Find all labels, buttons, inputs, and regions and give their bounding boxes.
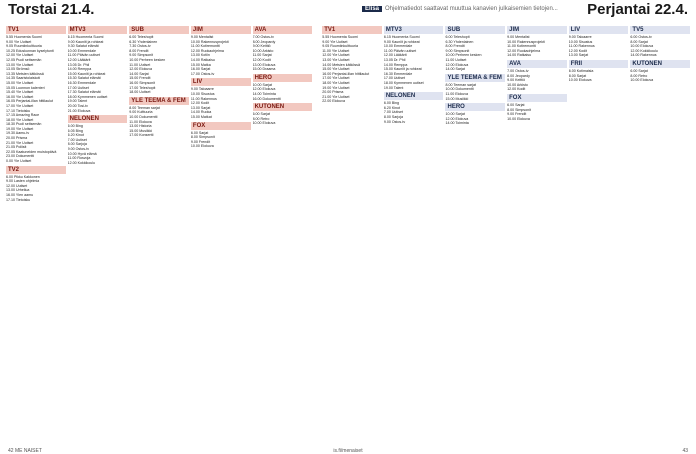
day-title-right: Perjantai 22.4. [587, 1, 688, 18]
program-entry: 0.00 Yle Uutiset [6, 159, 32, 164]
program-entry: 16.00 Dokumentti [252, 96, 281, 101]
program-entry: 11.00 Elokuva [445, 91, 468, 96]
program-entry: 14.00 Remppa [67, 67, 92, 72]
program-entry: 10.00 Elokuva [630, 44, 654, 49]
program-entry: 15.30 Salatut elämät [67, 76, 101, 81]
program-entry: 9.00 Mentalist [507, 35, 530, 39]
program-entry: 17.10 Tietoisku [6, 197, 31, 202]
program-entry: 14.00 Rakennus [630, 53, 657, 58]
program-entry: 6.00 Kotimaisia [568, 68, 594, 73]
program-entry: 13.00 Sarjat [190, 105, 211, 110]
program-entry: 10.00 Perheen kesken [129, 57, 166, 62]
program-entry: 6.20 Kinot [67, 133, 84, 138]
channel-header: AVA [253, 26, 313, 34]
program-entry: 13.35 Metsien kätkössä [6, 71, 44, 76]
program-entry: 8.00 Sarjat [568, 73, 587, 78]
program-entry: 7.00 Ostos-tv [507, 68, 529, 73]
channel-header: TV5 [630, 26, 690, 34]
program-entry: 13.05 Strömsö [6, 67, 30, 72]
program-entry: 20.00 Prisma [322, 90, 344, 95]
program-entry: 10.00 Dokumentti [445, 87, 474, 92]
program-entry: 6.00 Sarjat [190, 130, 209, 135]
program-entry: 15.00 Yle Uutiset [6, 80, 34, 85]
program-entry: 13.00 Yle Uutiset [6, 62, 34, 67]
channel-header: AVA [507, 60, 567, 68]
program-entry: 7.00 Ostos-tv [252, 35, 274, 39]
program-entry: 6.30 Yhdenlainen [129, 39, 158, 44]
program-entry: 6.00 Sarjat [507, 102, 525, 107]
program-entry: 15.05 Luonnon kalenteri [6, 85, 45, 90]
footer-left: 42 ME NAISET [8, 448, 42, 454]
program-entry: 10.00 Elokuva [568, 78, 592, 83]
channel-header: YLE TEEMA & FEM [445, 74, 505, 82]
program-entry: 21.00 Yle Uutiset [322, 94, 350, 99]
header [0, 0, 696, 20]
program-entry: 6.30 Yhdenlainen [445, 39, 474, 44]
program-entry: 11.00 Sarjat [252, 53, 272, 58]
channel-header: LIV [569, 26, 629, 34]
program-entry: 13.05 Dr. Phil [383, 57, 406, 62]
program-entry: 19.00 Yle Uutiset [322, 85, 350, 90]
program-entry: 18.00 Kymmenen uutiset [67, 94, 108, 99]
schedule-column [630, 24, 690, 438]
program-entry: 10.25 Eduskunnan kyselytunti [6, 48, 54, 53]
program-entry: 10.00 Perheen kesken [445, 53, 482, 58]
program-entry: 6.00 Teleshopit [129, 35, 154, 39]
program-entry: 8.00 Jeopardy [507, 73, 530, 78]
channel-header: MTV3 [384, 26, 444, 34]
program-entry: 19.00 Talent [383, 85, 404, 90]
program-entry: 9.00 Simpsonit [129, 53, 154, 58]
program-entry: 19.30 Aamu-tv [6, 131, 30, 136]
program-entry: 9.30 Salatut elämät [67, 44, 99, 49]
program-entry: 13.00 Urheilua [6, 188, 30, 193]
program-entry: 9.00 Yle Uutiset [6, 39, 32, 44]
program-entry: 14.00 Sarjat [445, 67, 465, 72]
program-entry: 23.00 Dokumentti [6, 154, 35, 159]
program-entry: 12.00 Ruokaohjelma [190, 48, 224, 53]
program-entry: 15.00 Musiikki [445, 96, 469, 101]
channel-header: YLE TEEMA & FEM [129, 97, 189, 105]
program-entry: 9.05 Ruumiinkulttuuria [322, 44, 358, 49]
program-entry: 17.00 Yle Uutiset [6, 103, 34, 108]
program-entry: 21.00 Elokuva [67, 108, 91, 113]
program-entry: 8.00 Sarjat [630, 39, 648, 44]
schedule-column [191, 24, 251, 438]
program-entry: 18.00 Kymmenen uutiset [383, 80, 424, 85]
page-gutter [314, 24, 320, 438]
program-entry: 5.55 Huomenta Suomi [6, 35, 42, 39]
channel-header: SUB [129, 26, 189, 34]
program-entry: 10.00 Sisustus [568, 39, 593, 44]
channel-header: NELONEN [68, 115, 128, 123]
program-entry: 12.00 Kodit [568, 48, 587, 53]
program-entry: 17.00 Konsertti [129, 133, 154, 138]
program-entry: 6.20 Kinot [383, 105, 401, 110]
program-entry: 8.00 Teeman sarjat [129, 105, 160, 110]
program-entry: 8.00 Jeopardy [252, 39, 276, 44]
program-entry: 9.00 Lasten ohjelmia [6, 179, 40, 184]
program-entry: 6.00 Bing [383, 101, 400, 106]
program-entry: 8.00 Retro [252, 116, 270, 121]
program-entry: 12.05 Puoli seitsemän [6, 57, 42, 62]
program-entry: 10.00 Elokuva [252, 121, 276, 126]
program-entry: 16.05 Perjantai-illan hittilaulut [6, 99, 53, 104]
channel-header: MTV3 [68, 26, 128, 34]
schedule-column [569, 24, 629, 438]
program-entry: 8.00 Frendit [445, 44, 465, 49]
schedule-column [68, 24, 128, 438]
program-entry: 12.00 Lääkärit [67, 57, 91, 62]
program-entry: 10.00 Elokuva [507, 116, 530, 121]
channel-header: JIM [191, 26, 251, 34]
program-entry: 9.00 Kulttuuria [129, 110, 153, 115]
program-entry: 10.00 Emmerdale [383, 44, 413, 49]
channel-header: FRII [569, 60, 629, 68]
program-entry: 17.00 Yle Uutiset [322, 76, 350, 81]
program-entry: 9.00 Kauniit ja rohkeat [67, 39, 104, 44]
program-entry: 13.00 Historia [129, 124, 152, 129]
program-entry: 18.00 Uutiset [129, 90, 151, 95]
program-entry: 8.00 Simpsonit [190, 135, 215, 140]
schedule-column [445, 24, 505, 438]
program-entry: 11.00 Kotiremontti [507, 44, 537, 49]
program-entry: 15.00 Kauniit ja rohkeat [67, 71, 106, 76]
channel-header: HERO [445, 103, 505, 111]
program-entry: 16.30 Emmerdale [67, 80, 97, 85]
program-entry: 17.00 Uutiset [383, 76, 406, 81]
program-entry: 11.00 Rakennus [190, 96, 217, 101]
program-entry: 11.00 Kotiremontti [190, 44, 220, 49]
program-entry: 8.00 Sarjoja [383, 114, 404, 119]
program-entry: 7.00 Uutiset [67, 137, 87, 142]
program-entry: 13.00 Sarjat [568, 53, 589, 58]
program-entry: 16.00 Sarjat [190, 67, 211, 72]
program-entry: 15.40 Yle Uutiset [6, 90, 34, 95]
schedule-column [507, 24, 567, 438]
program-entry: 6.00 Sarjat [630, 68, 648, 73]
program-entry: 10.00 Hyvä elämä [67, 151, 97, 156]
program-entry: 19.00 Yle Uutiset [6, 126, 34, 131]
program-entry: 10.00 Rakennusprojekti [190, 39, 229, 44]
program-entry: 11.00 Yle Uutiset [322, 48, 350, 53]
program-entry: 10.00 Sarjat [445, 112, 465, 117]
program-entry: 17.30 Salatut elämät [67, 90, 101, 95]
program-entry: 10.00 Sarjat [252, 82, 272, 87]
program-entry: 14.00 Ratkaisu [190, 57, 215, 62]
program-entry: 20.00 Tosi-tv [67, 103, 88, 108]
program-entry: 8.00 Simpsonit [507, 107, 531, 112]
program-entry: 16.00 Simpsonit [129, 80, 156, 85]
program-entry: 12.00 Kokkikoulu [630, 48, 658, 53]
program-entry: 5.55 Huomenta Suomi [322, 35, 358, 39]
program-entry: 9.00 Keittiö [252, 44, 271, 49]
program-entry: 10.00 Elokuva [630, 78, 654, 83]
program-entry: 12.00 Yle Uutiset [322, 53, 350, 58]
program-entry: 10.00 Sisustus [190, 91, 215, 96]
program-entry: 12.00 Kodit [507, 87, 526, 92]
day-title-left: Torstai 21.4. [8, 1, 95, 18]
program-entry: 8.00 Sarjoja [67, 142, 87, 147]
channel-header: FOX [191, 122, 251, 130]
program-entry: 15.00 Draama [252, 67, 276, 72]
program-entry: 17.10 Tietoisku [6, 108, 31, 113]
program-entry: 9.05 Ruumiinkulttuuria [6, 44, 42, 49]
program-entry: 9.00 Ostos-tv [67, 147, 90, 152]
schedule-column [384, 24, 444, 438]
program-entry: 14.00 Sarjat [129, 71, 149, 76]
program-entry: 9.00 Keittiö [507, 78, 526, 83]
channel-header: KUTONEN [253, 103, 313, 111]
channel-header: TV1 [322, 26, 382, 34]
program-entry: 10.00 Arkisto [507, 82, 528, 87]
program-entry: 16.00 Ylen aamu [6, 193, 34, 197]
channel-header: TV1 [6, 26, 66, 34]
program-entry: 18.00 Yle Uutiset [6, 117, 34, 122]
channel-header: TV2 [6, 166, 66, 174]
program-entry: 14.00 Toiminta [252, 91, 276, 96]
program-entry: 10.00 Rakennusprojekti [507, 39, 545, 44]
footer-right: 43 [682, 448, 688, 454]
program-entry: 17.00 Uutiset [67, 85, 89, 90]
program-entry: 6.00 Bing [67, 124, 83, 129]
program-entry: 13.05 Dr. Phil [67, 62, 90, 67]
program-entry: 16.30 Emmerdale [383, 71, 413, 76]
program-entry: 17.00 Teleshopit [129, 85, 156, 90]
program-entry: 11.00 Uutiset [445, 57, 467, 62]
schedule-column [322, 24, 382, 438]
program-entry: 17.00 Ostos-tv [190, 71, 215, 76]
elisa-logo: Elisa [362, 6, 382, 12]
program-entry: 12.00 Kokkikoulu [67, 160, 96, 165]
program-entry: 12.00 Kodit [190, 101, 210, 106]
program-entry: 6.00 Sarjat [252, 112, 270, 117]
program-entry: 18.30 Puoli seitsemän [6, 122, 42, 127]
program-entry: 9.00 Ostos-tv [383, 119, 406, 124]
program-entry: 10.00 Arkisto [252, 48, 274, 53]
program-entry: 14.00 Ratkaisu [507, 53, 532, 58]
program-entry: 15.00 Matka [190, 62, 211, 67]
banner-text: Ohjelmatiedot saattavat muuttua kanavien julkaisemien tietojen... [385, 6, 558, 12]
program-entry: 6.00 Teleshopit [445, 35, 470, 39]
program-entry: 12.00 Uutiset [6, 183, 28, 188]
program-entry: 15.00 Matkat [190, 114, 212, 119]
program-entry: 8.00 Teeman sarjat [445, 82, 476, 87]
program-entry: 12.00 Elokuva [445, 62, 469, 67]
program-entry: 9.00 Yle Uutiset [322, 39, 348, 44]
program-entry: 15.00 Frendit [129, 76, 151, 81]
program-entry: 14.00 Toiminta [445, 121, 469, 126]
program-entry: 13.00 Kotiin [190, 53, 210, 58]
schedule-grid [6, 24, 690, 438]
program-entry: 9.00 Taloaarre [568, 35, 592, 39]
program-entry: 14.00 Remppa [383, 62, 408, 67]
schedule-column [129, 24, 189, 438]
program-entry: 11.00 Päivän uutiset [67, 53, 100, 58]
program-entry: 8.00 Retro [630, 73, 648, 78]
program-entry: 10.00 Emmerdale [67, 48, 97, 53]
program-entry: 6.15 Huomenta Suomi [67, 35, 104, 39]
provider-banner [362, 6, 558, 12]
program-entry: 14.35 Saaristolaiskoti [6, 76, 41, 81]
program-entry: 8.00 Frendit [129, 48, 149, 53]
program-entry: 12.00 Elokuva [252, 87, 276, 92]
channel-header: HERO [253, 74, 313, 82]
program-entry: 19.00 Talent [67, 99, 88, 104]
channel-header: FOX [507, 94, 567, 102]
program-entry: 14.00 Ruoka [190, 110, 212, 115]
program-entry: 10.00 Elokuva [190, 144, 214, 149]
program-entry: 9.00 Frendit [507, 112, 527, 117]
program-entry: 6.00 Pikku Kakkonen [6, 174, 40, 179]
footer-center: is.fi/menaiset [333, 448, 363, 454]
program-entry: 13.00 Yle Uutiset [322, 57, 350, 62]
program-entry: 14.00 Metsien kätkössä [322, 62, 360, 67]
program-entry: 6.15 Huomenta Suomi [383, 35, 420, 39]
program-entry: 6.00 Ostos-tv [630, 35, 652, 39]
program-entry: 7.00 Uutiset [383, 110, 404, 115]
program-entry: 9.00 Simpsonit [445, 48, 470, 53]
program-entry: 12.00 Ruokaohjelma [507, 48, 541, 53]
program-entry: 18.00 Yle Uutiset [322, 80, 350, 85]
program-entry: 11.00 Uutiset [129, 62, 151, 67]
program-entry: 9.00 Frendit [190, 139, 211, 144]
schedule-column [253, 24, 313, 438]
program-entry: 22.05 Kaatuneiden muistopäivä [6, 149, 57, 154]
program-entry: 11.00 Rakennus [568, 44, 595, 49]
program-entry: 12.00 Elokuva [445, 116, 469, 121]
program-entry: 7.30 Ostos-tv [129, 44, 151, 49]
program-entry: 15.00 Yle Uutiset [322, 67, 350, 72]
channel-header: SUB [445, 26, 505, 34]
program-entry: 11.00 Rosvoja [67, 156, 91, 161]
program-entry: 9.00 Mentalist [190, 35, 214, 39]
program-entry: 20.00 Prisma [6, 136, 28, 141]
program-entry: 12.00 Yle Uutiset [6, 53, 34, 58]
program-entry: 16.00 Perjantai-illan hittilaulut [322, 71, 370, 76]
program-entry: 17.15 Amazing Race [6, 113, 40, 118]
program-entry: 15.00 Kauniit ja rohkeat [383, 67, 422, 72]
program-entry: 11.00 Elokuva [129, 119, 152, 124]
program-entry: 9.00 Kauniit ja rohkeat [383, 39, 420, 44]
program-entry: 21.00 Yle Uutiset [6, 140, 34, 145]
channel-header: JIM [507, 26, 567, 34]
program-entry: 16.00 Yle Uutiset [6, 94, 34, 99]
program-entry: 15.00 Musiikki [129, 128, 153, 133]
schedule-column [6, 24, 66, 438]
program-entry: 6.05 Bing [67, 128, 83, 133]
program-entry: 12.00 Kodit [252, 57, 271, 62]
program-entry: 21.05 Poliisit [6, 145, 27, 150]
program-entry: 12.00 Elokuva [129, 67, 153, 72]
program-entry: 10.00 Dokumentti [129, 114, 158, 119]
program-entry: 22.00 Elokuva [322, 99, 345, 104]
program-entry: 12.00 Lääkärit [383, 53, 407, 58]
channel-header: KUTONEN [630, 60, 690, 68]
channel-header: LIV [191, 78, 251, 86]
program-entry: 9.00 Taloaarre [190, 87, 214, 92]
program-entry: 13.00 Elokuva [252, 62, 276, 67]
program-entry: 11.00 Päivän uutiset [383, 48, 417, 53]
channel-header: NELONEN [384, 92, 444, 100]
